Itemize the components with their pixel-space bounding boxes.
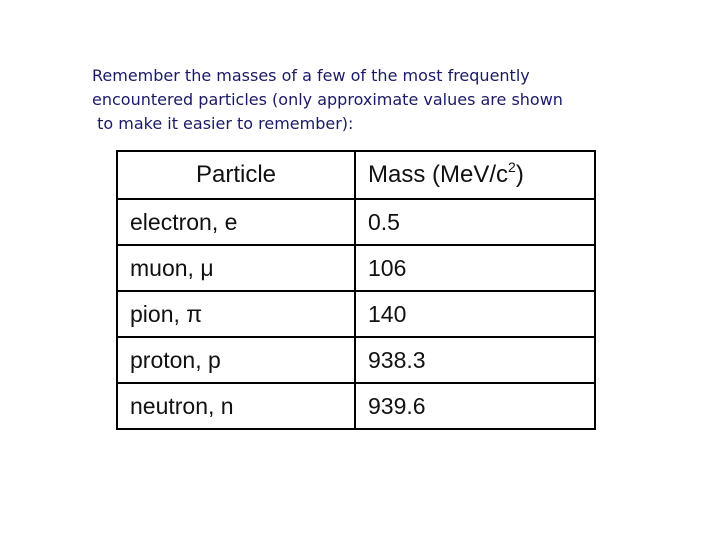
- header-mass: [355, 151, 595, 199]
- particle-cell: proton, p: [117, 337, 355, 383]
- table-body: [117, 199, 595, 429]
- particle-cell: muon, μ: [117, 245, 355, 291]
- intro-line: Remember the masses of a few of the most frequently: [92, 66, 530, 85]
- mass-cell: 140: [355, 291, 595, 337]
- table-row: [117, 337, 595, 383]
- particle-cell: electron, e: [117, 199, 355, 245]
- header-mass-prefix: Mass (MeV/c: [368, 161, 509, 188]
- header-row: [117, 151, 595, 199]
- intro-text: [92, 64, 652, 136]
- mass-cell: 0.5: [355, 199, 595, 245]
- mass-cell: 106: [355, 245, 595, 291]
- particle-cell: pion, π: [117, 291, 355, 337]
- intro-line: to make it easier to remember):: [92, 114, 354, 133]
- intro-line: encountered particles (only approximate values are shown: [92, 90, 563, 109]
- table-row: [117, 199, 595, 245]
- table-header: [117, 151, 595, 199]
- header-mass-superscript: 2: [508, 159, 516, 175]
- table-row: [117, 383, 595, 429]
- table-row: [117, 245, 595, 291]
- particle-cell: neutron, n: [117, 383, 355, 429]
- table-row: [117, 291, 595, 337]
- header-particle: Particle: [117, 151, 355, 199]
- header-mass-suffix: ): [515, 161, 524, 188]
- particle-mass-table: [116, 150, 596, 430]
- mass-cell: 938.3: [355, 337, 595, 383]
- mass-cell: 939.6: [355, 383, 595, 429]
